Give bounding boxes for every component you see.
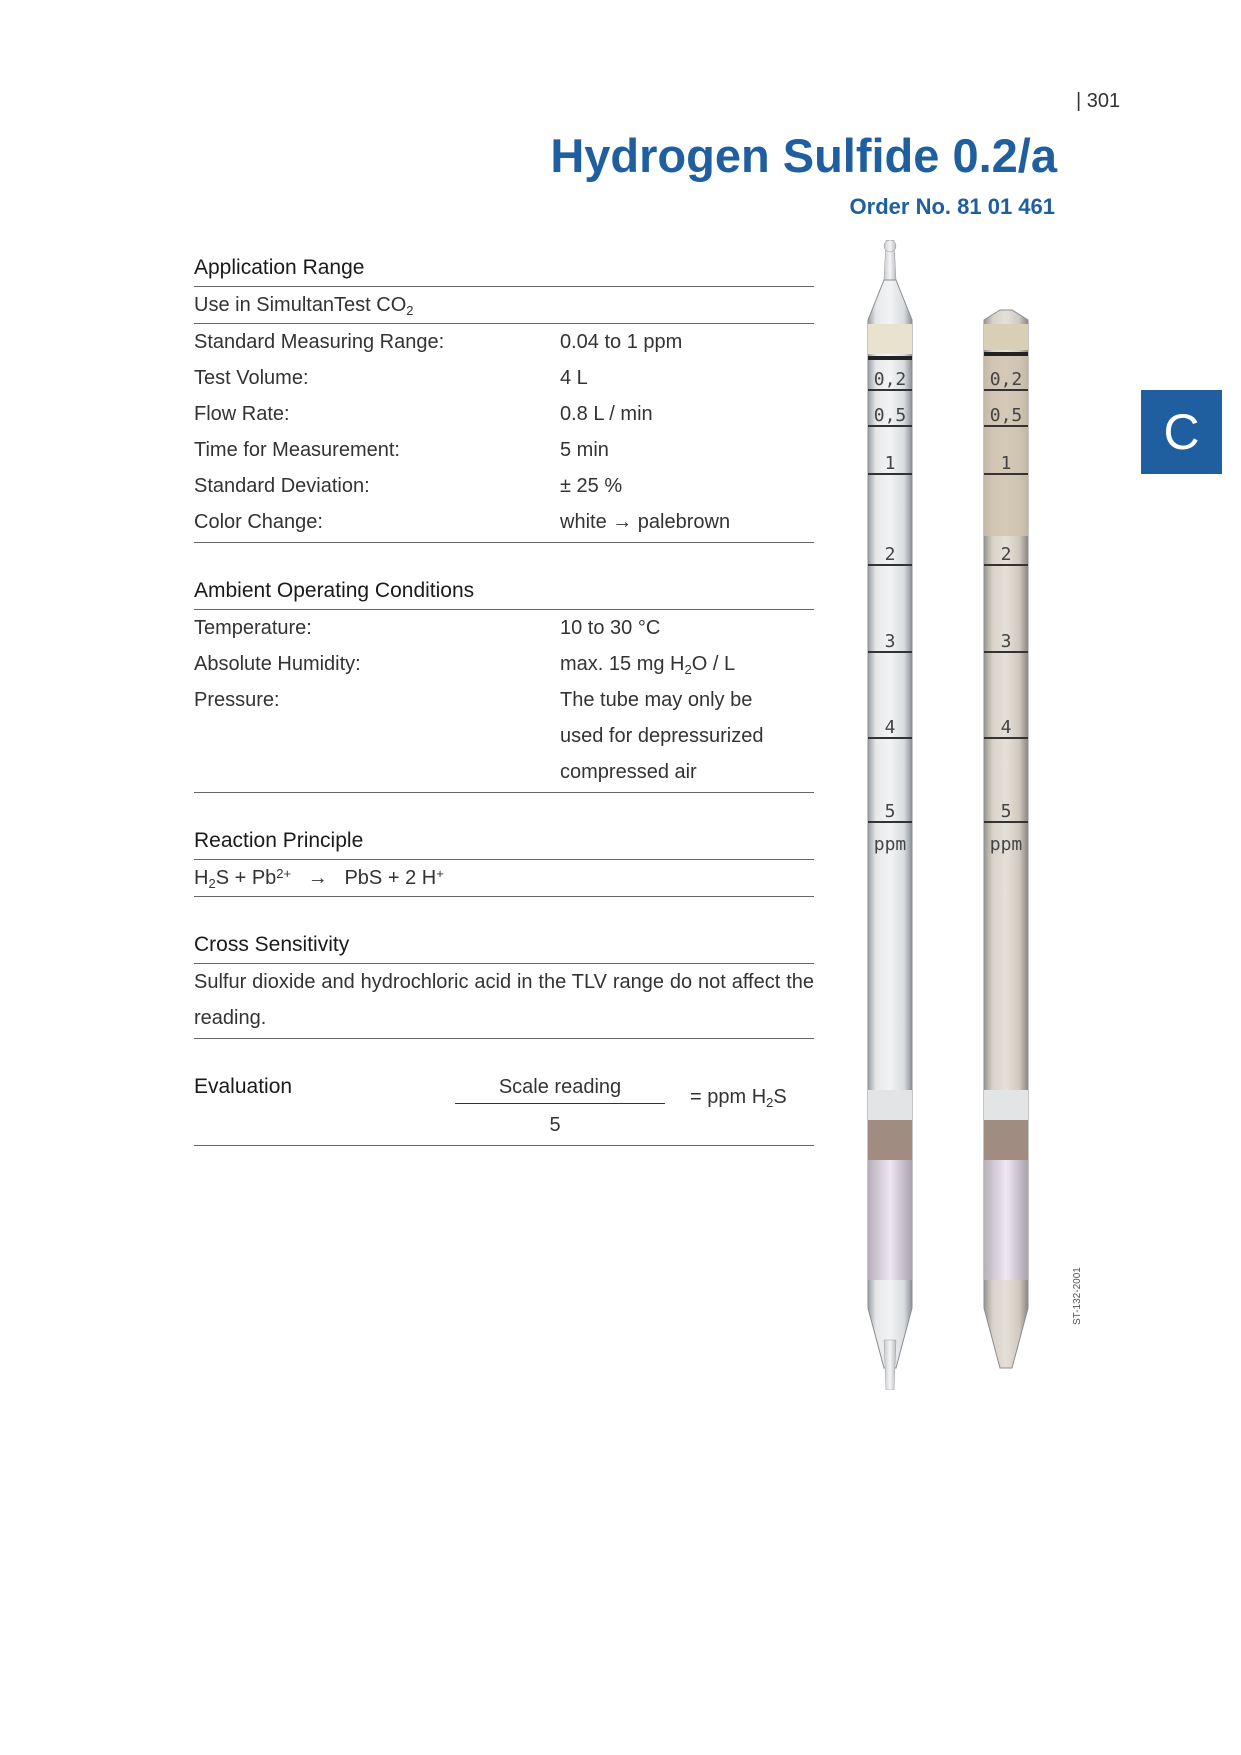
spec-content xyxy=(194,250,814,1176)
evaluation-result-suffix: S xyxy=(773,1086,787,1108)
evaluation-numerator: Scale reading xyxy=(455,1069,665,1104)
pressure-line: used for depressurized xyxy=(560,725,764,747)
eq-h: H xyxy=(194,867,209,889)
pressure-line: compressed air xyxy=(560,761,697,783)
evaluation-denominator: 5 xyxy=(549,1114,561,1136)
use-in-text: Use in SimultanTest CO xyxy=(194,294,407,316)
application-range-title: Application Range xyxy=(194,250,814,287)
spec-value: 4 L xyxy=(560,367,588,389)
evaluation-result-subscript: 2 xyxy=(766,1095,774,1110)
ambient-conditions-rows xyxy=(194,610,814,793)
ambient-conditions-title: Ambient Operating Conditions xyxy=(194,573,814,610)
cross-sensitivity-text: Sulfur dioxide and hydrochloric acid in the TLV range do not affect the reading. xyxy=(194,964,814,1039)
spec-row xyxy=(194,360,814,396)
spec-row xyxy=(194,610,814,646)
used-scale-label: 5 xyxy=(1000,801,1012,822)
used-unit-label: ppm xyxy=(989,834,1023,855)
evaluation-result xyxy=(690,1079,787,1115)
spec-value: 0.04 to 1 ppm xyxy=(560,331,683,353)
spec-value: 5 min xyxy=(560,439,609,461)
reaction-principle-title: Reaction Principle xyxy=(194,823,814,860)
unused-scale-label: 5 xyxy=(884,801,896,822)
spec-row xyxy=(194,468,814,504)
order-number: Order No. 81 01 461 xyxy=(849,194,1055,219)
humidity-value-subscript: 2 xyxy=(684,662,692,677)
humidity-value-prefix: max. 15 mg H xyxy=(560,653,685,675)
page-title: Hydrogen Sulfide 0.2/a xyxy=(550,129,1057,182)
tube-photo xyxy=(850,240,1070,1390)
used-scale-label: 0,5 xyxy=(989,405,1023,426)
spec-value: white → palebrown xyxy=(560,511,731,533)
eq-s-pb: S + Pb xyxy=(215,867,277,889)
cross-sensitivity-title: Cross Sensitivity xyxy=(194,927,814,964)
section-tab: C xyxy=(1141,390,1222,474)
spec-row xyxy=(194,396,814,432)
page-number: | 301 xyxy=(1076,90,1121,112)
unused-unit-label: ppm xyxy=(873,834,907,855)
reaction-principle-section xyxy=(194,823,814,897)
eq-h-superscript: + xyxy=(436,866,444,881)
eq-h-subscript: 2 xyxy=(208,876,216,891)
used-scale-label: 0,2 xyxy=(989,369,1023,390)
unused-scale-label: 0,2 xyxy=(873,369,907,390)
spec-row xyxy=(194,432,814,468)
unused-scale-label: 1 xyxy=(884,453,896,474)
unused-scale-label: 3 xyxy=(884,631,896,652)
temperature-value: 10 to 30 °C xyxy=(560,617,661,639)
spec-row xyxy=(194,682,814,790)
unused-scale-label: 4 xyxy=(884,717,896,738)
temperature-label: Temperature: xyxy=(194,617,312,639)
spec-row xyxy=(194,504,814,540)
evaluation-title: Evaluation xyxy=(194,1075,293,1098)
spec-label: Color Change: xyxy=(194,511,323,533)
ambient-conditions-section xyxy=(194,573,814,793)
pressure-line: The tube may only be xyxy=(560,689,753,711)
use-in-subscript: 2 xyxy=(406,303,414,318)
used-scale-label: 4 xyxy=(1000,717,1012,738)
used-scale-label: 2 xyxy=(1000,544,1012,565)
use-in-line xyxy=(194,287,814,324)
photo-code: ST-132-2001 xyxy=(1072,1267,1083,1325)
unused-scale-label: 0,5 xyxy=(873,405,907,426)
spec-label: Time for Measurement: xyxy=(194,439,400,461)
eq-products: PbS + 2 H xyxy=(344,867,437,889)
application-range-rows xyxy=(194,324,814,543)
humidity-label: Absolute Humidity: xyxy=(194,653,361,675)
spec-row xyxy=(194,324,814,360)
pressure-value xyxy=(560,682,814,790)
pressure-label: Pressure: xyxy=(194,689,280,711)
unused-scale-label: 2 xyxy=(884,544,896,565)
eq-pb-superscript: 2+ xyxy=(276,866,292,881)
spec-label: Standard Measuring Range: xyxy=(194,331,445,353)
spec-value: 0.8 L / min xyxy=(560,403,653,425)
humidity-value xyxy=(560,646,814,682)
evaluation-result-prefix: = ppm H xyxy=(690,1086,767,1108)
spec-value: ± 25 % xyxy=(560,475,623,497)
application-range-section xyxy=(194,250,814,543)
evaluation-section xyxy=(194,1069,814,1146)
used-scale-label: 1 xyxy=(1000,453,1012,474)
used-scale-label: 3 xyxy=(1000,631,1012,652)
spec-label: Test Volume: xyxy=(194,367,309,389)
cross-sensitivity-section xyxy=(194,927,814,1039)
spec-label: Standard Deviation: xyxy=(194,475,370,497)
spec-label: Flow Rate: xyxy=(194,403,290,425)
humidity-value-suffix: O / L xyxy=(691,653,736,675)
reaction-equation xyxy=(194,860,814,897)
spec-row xyxy=(194,646,814,682)
eq-arrow-icon: → xyxy=(307,867,328,889)
